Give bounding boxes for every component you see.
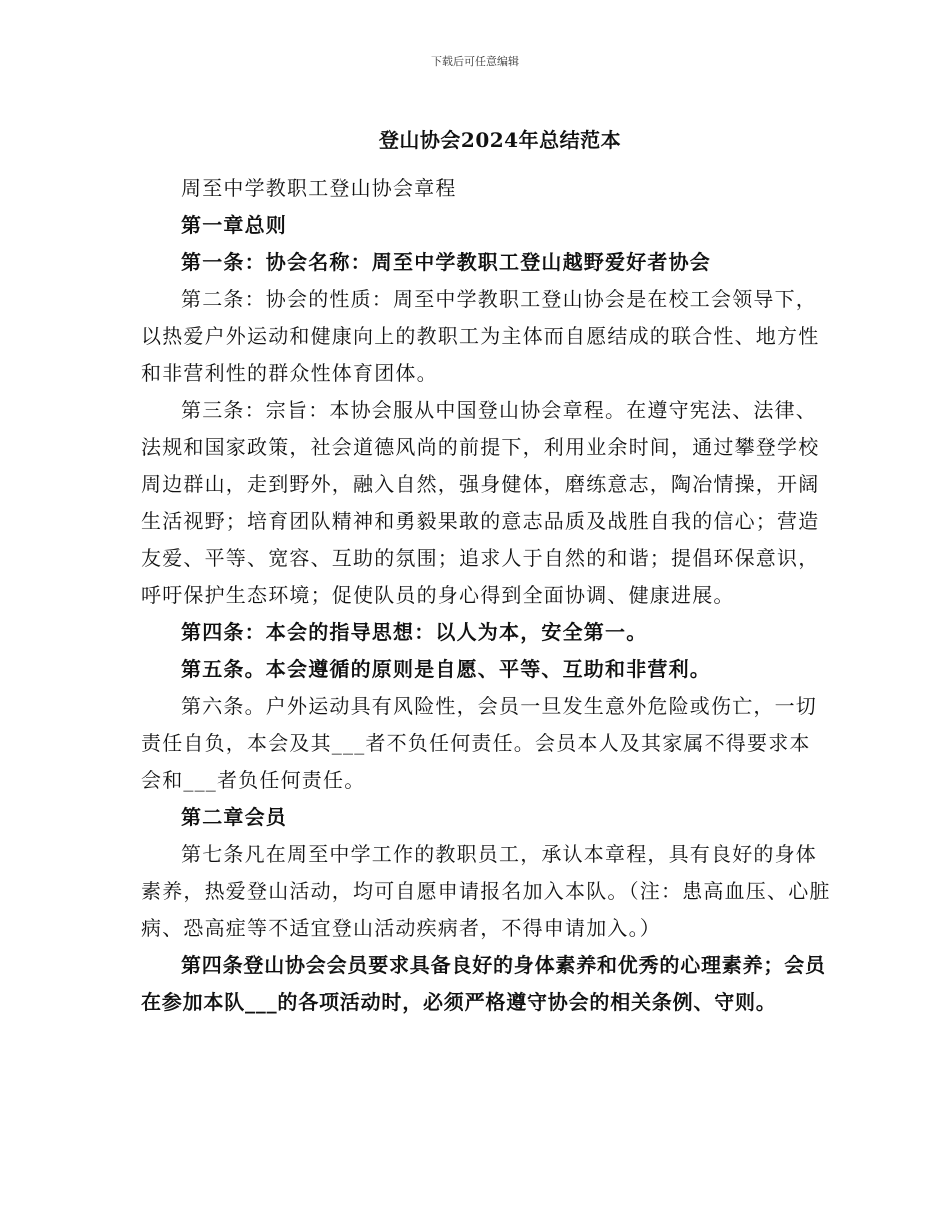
article-4: 第四条：本会的指导思想：以人为本，安全第一。 xyxy=(181,620,648,644)
article-member-requirements: 第四条登山协会会员要求具备良好的身体素养和优秀的心理素养；会员在参加本队___的各项活动时，必须严格遵守协会的相关条例、守则。 xyxy=(141,953,826,1014)
document-title: 登山协会2024年总结范本 xyxy=(378,128,622,152)
article-5: 第五条。本会遵循的原则是自愿、平等、互助和非营利。 xyxy=(181,657,711,681)
heading-chapter-1: 第一章总则 xyxy=(181,213,287,237)
article-3: 第三条：宗旨：本协会服从中国登山协会章程。在遵守宪法、法律、法规和国家政策，社会道德风尚的前提下，利用业余时间，通过攀登学校周边群山，走到野外，融入自然，强身健体，磨练意志，陶冶情操，开阔生活视野；培育团队精神和勇毅果敢的意志品质及战胜自我的信心；营造友爱、平等、宽容、互助的氛围；追求人于自然的和谐；提倡环保意识，呼吁保护生态环境；促使队员的身心得到全面协调、健康进展。 xyxy=(141,398,820,607)
article-7: 第七条凡在周至中学工作的教职员工，承认本章程，具有良好的身体素养，热爱登山活动，均可自愿申请报名加入本队。（注：患高血压、心脏病、恐高症等不适宜登山活动疾病者，不得申请加入。） xyxy=(141,842,831,940)
article-1: 第一条：协会名称：周至中学教职工登山越野爱好者协会 xyxy=(181,250,711,274)
page-header-note: 下载后可任意编辑 xyxy=(431,55,519,68)
article-6: 第六条。户外运动具有风险性，会员一旦发生意外危险或伤亡，一切责任自负，本会及其___者不负任何责任。会员本人及其家属不得要求本会和___者负任何责任。 xyxy=(141,694,817,792)
document-body xyxy=(141,170,831,1021)
paragraph-charter-name: 周至中学教职工登山协会章程 xyxy=(181,176,457,200)
article-2: 第二条：协会的性质：周至中学教职工登山协会是在校工会领导下，以热爱户外运动和健康向上的教职工为主体而自愿结成的联合性、地方性和非营利性的群众性体育团体。 xyxy=(141,287,820,385)
heading-chapter-2: 第二章会员 xyxy=(181,805,287,829)
